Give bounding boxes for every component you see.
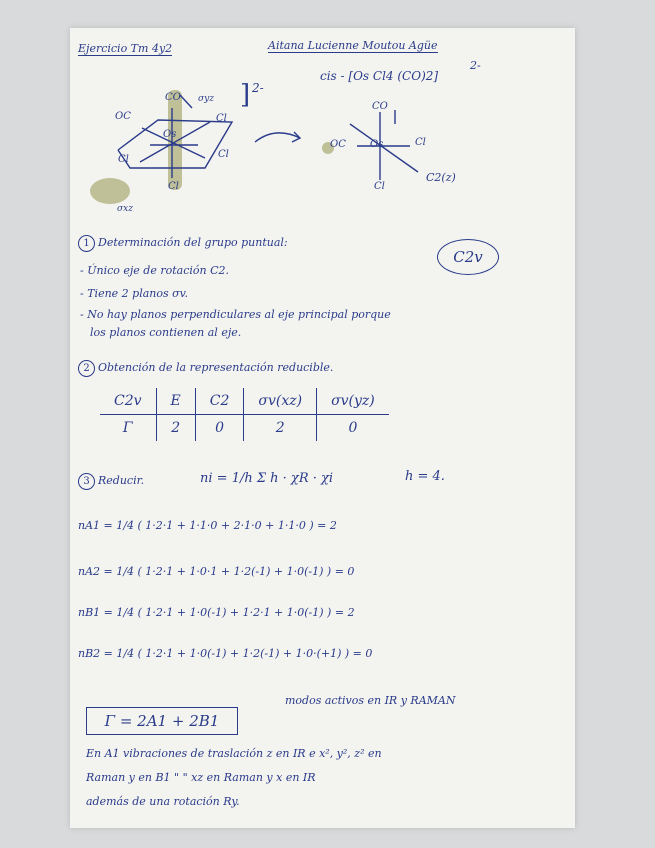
char-table-val-c2: 0: [195, 415, 244, 442]
section1-line-1: - Único eje de rotación C2.: [80, 264, 229, 277]
planar-oc-left: OC: [330, 139, 346, 150]
equation-b2-label: nB2: [78, 647, 101, 660]
planar-cl-bottom: Cl: [374, 181, 385, 192]
char-table-header-e: E: [156, 388, 195, 415]
equation-b2-expr: = 1/4 ( 1·2·1 + 1·0(-1) + 1·2(-1) + 1·0·(+1) ) = 0: [103, 647, 373, 660]
character-table: [100, 388, 389, 441]
point-group-badge: C2v: [437, 239, 499, 275]
equation-a1-label: nA1: [78, 519, 101, 532]
equation-b1-expr: = 1/4 ( 1·2·1 + 1·0(-1) + 1·2·1 + 1·0(-1) ) = 2: [103, 606, 355, 619]
label-cl-right: Cl: [218, 149, 229, 160]
section2-number: 2: [78, 360, 95, 377]
section1-number: 1: [78, 235, 95, 252]
conclusion-line-2: Raman y en B1 " " xz en Raman y x en IR: [86, 771, 316, 784]
result-box: Γ = 2A1 + 2B1: [86, 707, 238, 735]
label-cl-right-top: Cl: [216, 113, 227, 124]
label-oc-left: OC: [115, 111, 131, 122]
label-co-top: CO: [165, 92, 181, 103]
section3-title: Reducir.: [98, 474, 145, 487]
student-name: Aitana Lucienne Moutou Agüe: [268, 39, 438, 52]
molecule-formula: cis - [Os Cl4 (CO)2]: [320, 69, 439, 83]
char-table-val-sv-xz: 2: [244, 415, 317, 442]
equation-b2: [78, 648, 372, 659]
label-cl-bottom: Cl: [168, 181, 179, 192]
bracket-right: ]: [240, 80, 251, 110]
section3-number: 3: [78, 473, 95, 490]
section2-heading: [78, 360, 333, 377]
section1-heading: [78, 235, 288, 252]
character-table-gamma-row: [100, 415, 389, 442]
section1-line-4: los planos contienen al eje.: [90, 326, 242, 339]
label-cl-left-bottom: Cl: [118, 154, 129, 165]
char-table-header-c2: C2: [195, 388, 244, 415]
character-table-header-row: [100, 388, 389, 415]
conclusion-line-3: además de una rotación Ry.: [86, 795, 240, 808]
equation-b1: [78, 607, 355, 618]
char-table-val-sv-yz: 0: [317, 415, 389, 442]
conclusion-line-1: En A1 vibraciones de traslación z en IR e x², y², z² en: [86, 747, 382, 760]
equation-b1-label: nB1: [78, 606, 101, 619]
section1-title: Determinación del grupo puntual:: [98, 236, 288, 249]
char-table-gamma: Γ: [122, 420, 133, 436]
char-table-val-e: 2: [156, 415, 195, 442]
equation-a2-expr: = 1/4 ( 1·2·1 + 1·0·1 + 1·2(-1) + 1·0(-1) ) = 0: [103, 565, 355, 578]
c2-axis-label: C2(z): [426, 171, 456, 184]
label-os-center: Os: [163, 129, 177, 140]
section3-heading: [78, 473, 144, 490]
section1-line-2: - Tiene 2 planos σv.: [80, 287, 189, 300]
planar-co-top: CO: [372, 101, 388, 112]
planar-os-center: Os: [370, 139, 384, 150]
exercise-title: Ejercicio Tm 4y2: [78, 42, 173, 55]
result-note: modos activos en IR y RAMAN: [285, 694, 456, 707]
equation-a1-expr: = 1/4 ( 1·2·1 + 1·1·0 + 2·1·0 + 1·1·0 ) = 2: [103, 519, 337, 532]
planar-cl-right: Cl: [415, 137, 426, 148]
label-sigma-xz: σxz: [117, 204, 133, 214]
equation-a2: [78, 566, 354, 577]
formula-charge: 2-: [470, 59, 481, 72]
group-order: h = 4.: [405, 469, 445, 484]
equation-a2-label: nA2: [78, 565, 101, 578]
char-table-header-sv-xz: σv(xz): [244, 388, 317, 415]
label-sigma-yz: σyz: [198, 94, 214, 104]
section1-line-3: - No hay planos perpendiculares al eje principal porque: [80, 308, 391, 321]
section2-title: Obtención de la representación reducible.: [98, 361, 334, 374]
char-table-header-sv-yz: σv(yz): [317, 388, 389, 415]
reduction-formula: ni = 1/h Σ h · χR · χi: [200, 471, 334, 486]
equation-a1: [78, 520, 337, 531]
charge-label: 2-: [252, 81, 264, 95]
char-table-header-group: C2v: [100, 388, 156, 415]
